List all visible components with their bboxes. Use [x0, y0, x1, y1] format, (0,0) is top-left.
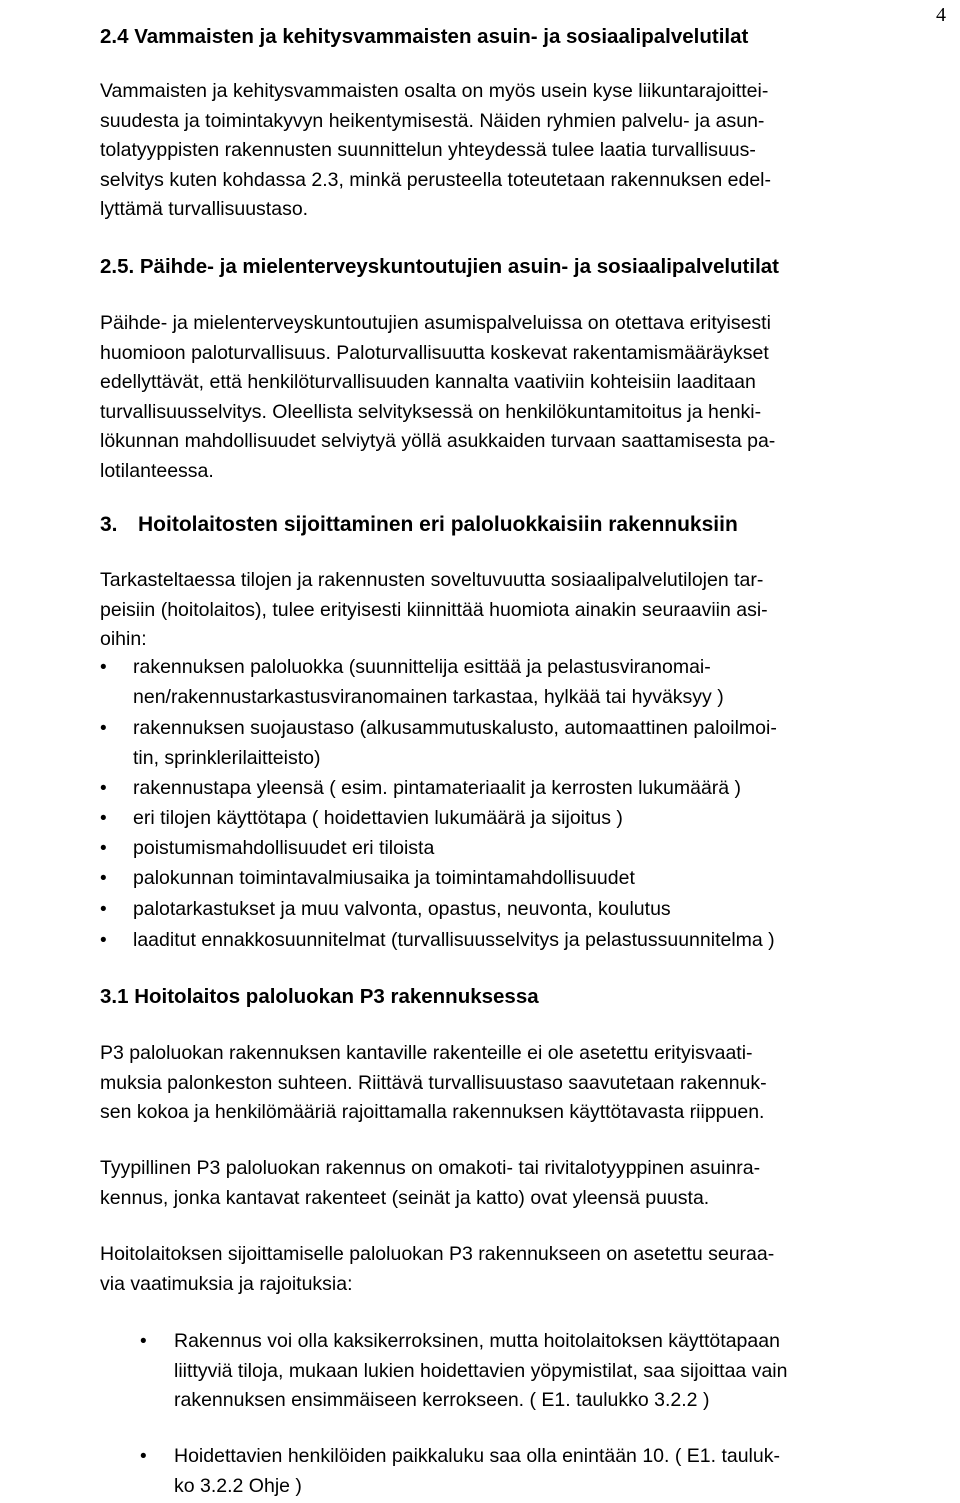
section-3-heading	[100, 511, 738, 539]
section-3-number: 3.	[100, 513, 118, 536]
section-3-intro	[100, 566, 952, 655]
text-line: huomioon paloturvallisuus. Paloturvallisuutta koskevat rakentamismääräykset	[100, 341, 769, 364]
text-line: Hoitolaitoksen sijoittamiselle paloluokan P3 rakennukseen on asetettu seuraa-	[100, 1243, 775, 1265]
bullet-icon: •	[100, 838, 107, 859]
section-2-5-heading: 2.5. Päihde- ja mielenterveyskuntoutujien asuin- ja sosiaalipalvelutilat	[100, 255, 780, 278]
text-line: rakennuksen suojaustaso (alkusammutuskalusto, automaattinen paloilmoi-	[133, 717, 777, 739]
text-line: kennus, jonka kantavat rakenteet (seinät ja katto) ovat yleensä puusta.	[100, 1186, 710, 1209]
bullet-icon: •	[140, 1331, 147, 1352]
text-line: poistumismahdollisuudet eri tiloista	[133, 837, 435, 859]
bullet-icon: •	[100, 718, 107, 739]
text-line: Vammaisten ja kehitysvammaisten osalta on myös usein kyse liikuntarajoittei-	[100, 80, 769, 102]
bullet-icon: •	[100, 657, 107, 678]
text-line: Päihde- ja mielenterveyskuntoutujien asumispalveluissa on otettava erityisesti	[100, 312, 771, 334]
bullet-icon: •	[100, 868, 107, 889]
text-line: Rakennus voi olla kaksikerroksinen, mutta hoitolaitoksen käyttötapaan	[174, 1330, 780, 1352]
bullet-icon: •	[140, 1446, 147, 1467]
text-line: Tyypillinen P3 paloluokan rakennus on omakoti- tai rivitalotyyppinen asuinra-	[100, 1157, 761, 1179]
text-line: tolatyyppisten rakennusten suunnittelun yhteydessä tulee laatia turvallisuus-	[100, 139, 756, 161]
text-line: eri tilojen käyttötapa ( hoidettavien lukumäärä ja sijoitus )	[133, 807, 623, 829]
text-line: ko 3.2.2 Ohje )	[174, 1474, 302, 1497]
text-line: nen/rakennustarkastusviranomainen tarkastaa, hylkää tai hyväksyy )	[133, 685, 724, 708]
text-line: edellyttävät, että henkilöturvallisuuden kannalta vaativiin kohteisiin laaditaan	[100, 371, 756, 393]
text-line: via vaatimuksia ja rajoituksia:	[100, 1272, 353, 1295]
section-3-1-paragraph-3	[100, 1240, 952, 1299]
text-line: turvallisuusselvitys. Oleellista selvityksessä on henkilökuntamitoitus ja henki-	[100, 400, 762, 423]
text-line: Tarkasteltaessa tilojen ja rakennusten soveltuvuutta sosiaalipalvelutilojen tar-	[100, 569, 764, 591]
text-line: muksia palonkeston suhteen. Riittävä turvallisuustaso saavutetaan rakennuk-	[100, 1071, 767, 1094]
text-line: rakennustapa yleensä ( esim. pintamateriaalit ja kerrosten lukumäärä )	[133, 777, 742, 799]
text-line: palokunnan toimintavalmiusaika ja toimintamahdollisuudet	[133, 867, 635, 889]
bullet-icon: •	[100, 899, 107, 920]
text-line: lotilanteessa.	[100, 459, 214, 482]
text-line: lökunnan mahdollisuudet selviytyä yöllä asukkaiden turvaan saattamisesta pa-	[100, 430, 776, 452]
text-line: rakennuksen ensimmäiseen kerrokseen. ( E1. taulukko 3.2.2 )	[174, 1389, 710, 1411]
text-line: liittyviä tiloja, mukaan lukien hoidettavien yöpymistilat, saa sijoittaa vain	[174, 1359, 788, 1382]
section-3-1-heading: 3.1 Hoitolaitos paloluokan P3 rakennuksessa	[100, 985, 539, 1008]
bullet-icon: •	[100, 808, 107, 829]
bullet-icon: •	[100, 778, 107, 799]
text-line: palotarkastukset ja muu valvonta, opastus, neuvonta, koulutus	[133, 898, 671, 920]
section-2-4-heading: 2.4 Vammaisten ja kehitysvammaisten asuin- ja sosiaalipalvelutilat	[100, 25, 749, 48]
section-3-1-paragraph-1	[100, 1039, 952, 1128]
section-3-1-paragraph-2	[100, 1154, 952, 1213]
text-line: sen kokoa ja henkilömääriä rajoittamalla rakennuksen käyttötavasta riippuen.	[100, 1101, 765, 1123]
text-line: selvitys kuten kohdassa 2.3, minkä perusteella toteutetaan rakennuksen edel-	[100, 168, 771, 191]
section-2-5-paragraph	[100, 309, 952, 486]
section-2-4-paragraph	[100, 77, 952, 225]
bullet-icon: •	[100, 930, 107, 951]
text-line: suudesta ja toimintakyvyn heikentymisestä. Näiden ryhmien palvelu- ja asun-	[100, 109, 765, 132]
page-number: 4	[936, 4, 946, 26]
text-line: lyttämä turvallisuustaso.	[100, 198, 309, 220]
text-line: rakennuksen paloluokka (suunnittelija esittää ja pelastusviranomai-	[133, 656, 711, 678]
section-3-title: Hoitolaitosten sijoittaminen eri paloluokkaisiin rakennuksiin	[138, 513, 738, 536]
text-line: oihin:	[100, 628, 147, 650]
text-line: Hoidettavien henkilöiden paikkaluku saa olla enintään 10. ( E1. tauluk-	[174, 1445, 780, 1467]
text-line: P3 paloluokan rakennuksen kantaville rakenteille ei ole asetettu erityisvaati-	[100, 1042, 753, 1064]
text-line: peisiin (hoitolaitos), tulee erityisesti kiinnittää huomiota ainakin seuraaviin asi-	[100, 598, 768, 621]
text-line: tin, sprinklerilaitteisto)	[133, 746, 321, 769]
text-line: laaditut ennakkosuunnitelmat (turvallisuusselvitys ja pelastussuunnitelma )	[133, 929, 775, 951]
